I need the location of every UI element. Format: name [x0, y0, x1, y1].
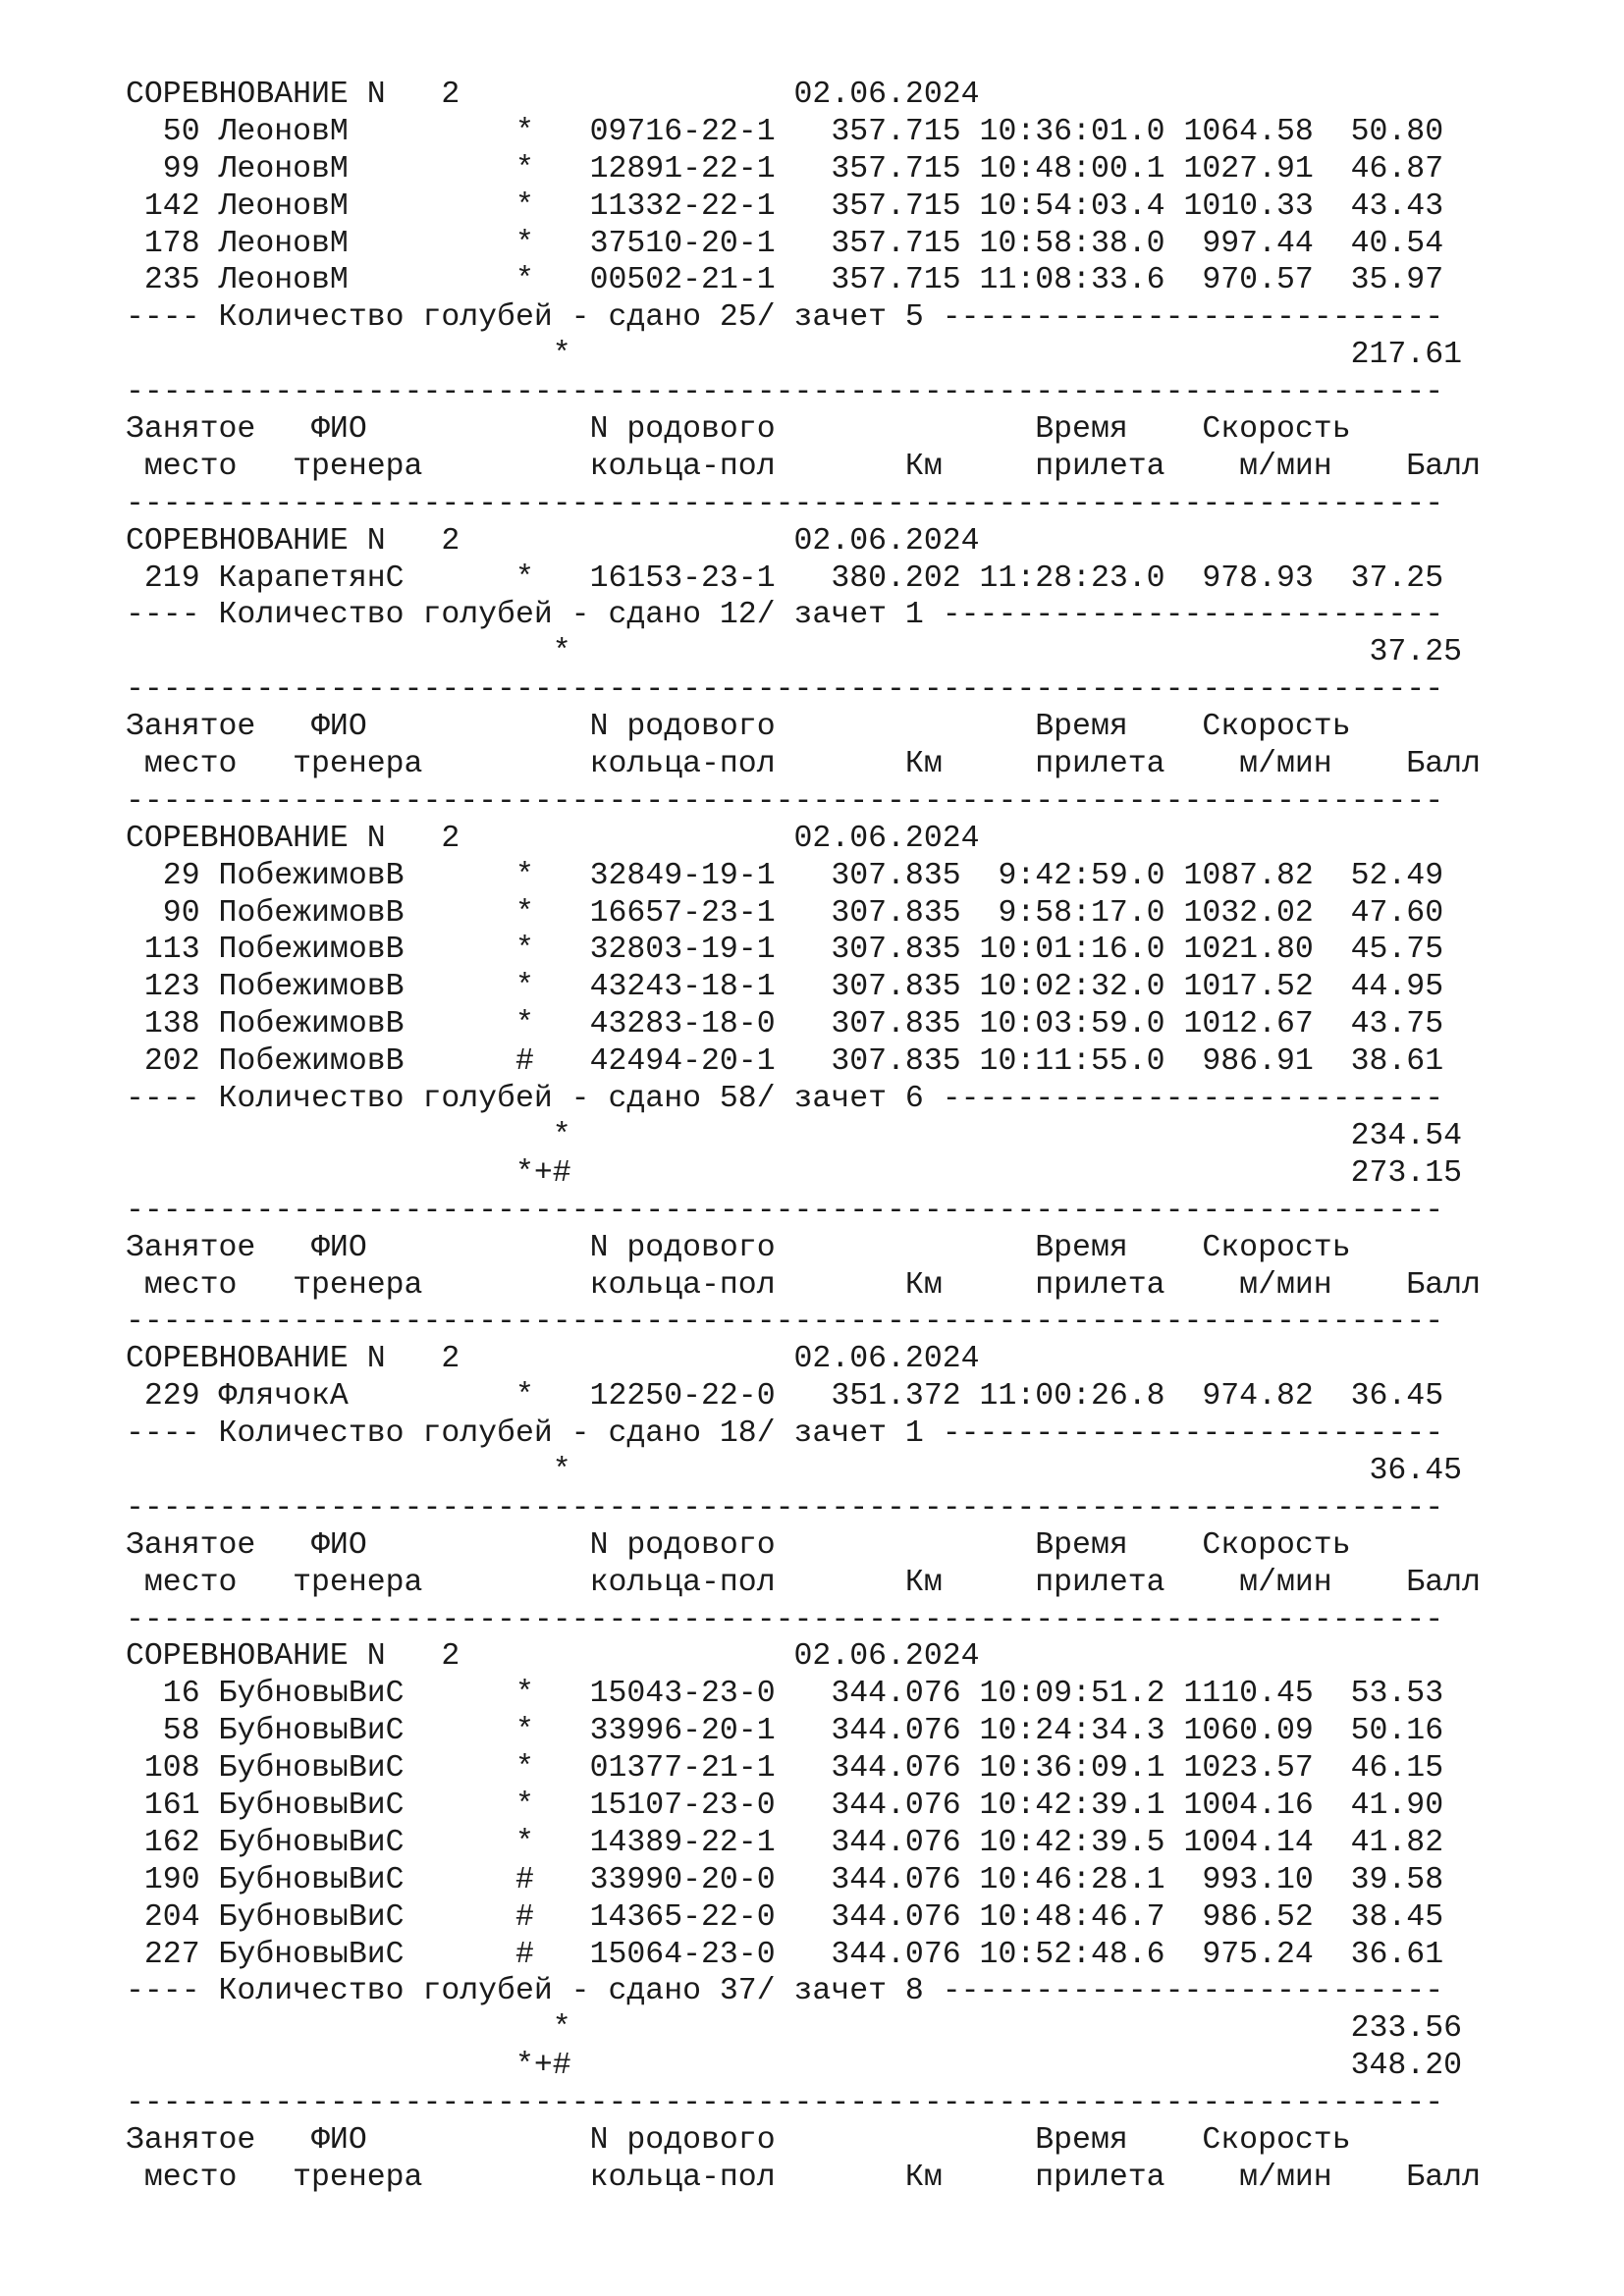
- total-line: * 217.61: [126, 338, 1463, 373]
- result-row: 235 ЛеоновМ * 00502-21-1 357.715 11:08:33.6 970.57 35.97: [126, 263, 1444, 298]
- result-row: 50 ЛеоновМ * 09716-22-1 357.715 10:36:01.0 1064.58 50.80: [126, 114, 1444, 149]
- report-line: СОРЕВНОВАНИЕ N 2 02.06.2024: [126, 523, 980, 559]
- summary-line: ---- Количество голубей - сдано 18/ зачет 1 ---------------------------: [126, 1416, 1444, 1452]
- result-row: 99 ЛеоновМ * 12891-22-1 357.715 10:48:00.1 1027.91 46.87: [126, 151, 1444, 187]
- column-header: Занятое ФИО N родового Время Скорость: [126, 412, 1351, 448]
- result-row: 138 ПобежимовВ * 43283-18-0 307.835 10:03:59.0 1012.67 43.75: [126, 1007, 1444, 1042]
- result-row: 142 ЛеоновМ * 11332-22-1 357.715 10:54:03.4 1010.33 43.43: [126, 188, 1444, 224]
- summary-line: ---- Количество голубей - сдано 25/ зачет 5 ---------------------------: [126, 300, 1444, 336]
- report-line: СОРЕВНОВАНИЕ N 2 02.06.2024: [126, 1639, 980, 1675]
- column-header: Занятое ФИО N родового Время Скорость: [126, 1230, 1351, 1265]
- result-row: 123 ПобежимовВ * 43243-18-1 307.835 10:02:32.0 1017.52 44.95: [126, 970, 1444, 1005]
- summary-line: ---- Количество голубей - сдано 37/ зачет 8 ---------------------------: [126, 1974, 1444, 2009]
- column-header: место тренера кольца-пол Км прилета м/мин Балл: [126, 2160, 1481, 2195]
- total-line: *+# 273.15: [126, 1155, 1463, 1191]
- result-row: 90 ПобежимовВ * 16657-23-1 307.835 9:58:17.0 1032.02 47.60: [126, 895, 1444, 931]
- result-row: 113 ПобежимовВ * 32803-19-1 307.835 10:01:16.0 1021.80 45.75: [126, 933, 1444, 968]
- result-row: 16 БубновыВиС * 15043-23-0 344.076 10:09:51.2 1110.45 53.53: [126, 1677, 1444, 1712]
- report-line: СОРЕВНОВАНИЕ N 2 02.06.2024: [126, 1342, 980, 1377]
- column-header: место тренера кольца-пол Км прилета м/мин Балл: [126, 1267, 1481, 1303]
- result-row: 204 БубновыВиС # 14365-22-0 344.076 10:48:46.7 986.52 38.45: [126, 1899, 1444, 1935]
- divider: -----------------------------------------------------------------------: [126, 1490, 1444, 1525]
- result-row: 219 КарапетянС * 16153-23-1 380.202 11:28:23.0 978.93 37.25: [126, 561, 1444, 596]
- result-row: 229 ФлячокА * 12250-22-0 351.372 11:00:26.8 974.82 36.45: [126, 1379, 1444, 1415]
- divider: -----------------------------------------------------------------------: [126, 1602, 1444, 1637]
- total-line: * 234.54: [126, 1118, 1463, 1153]
- column-header: Занятое ФИО N родового Время Скорость: [126, 2122, 1351, 2158]
- column-header: место тренера кольца-пол Км прилета м/мин Балл: [126, 449, 1481, 484]
- divider: -----------------------------------------------------------------------: [126, 1305, 1444, 1340]
- divider: -----------------------------------------------------------------------: [126, 783, 1444, 819]
- column-header: Занятое ФИО N родового Время Скорость: [126, 1527, 1351, 1563]
- column-header: место тренера кольца-пол Км прилета м/мин Балл: [126, 1565, 1481, 1600]
- total-line: *+# 348.20: [126, 2049, 1463, 2084]
- report-line: СОРЕВНОВАНИЕ N 2 02.06.2024: [126, 821, 980, 856]
- printout-page: [126, 77, 1559, 2197]
- divider: -----------------------------------------------------------------------: [126, 486, 1444, 521]
- result-row: 29 ПобежимовВ * 32849-19-1 307.835 9:42:59.0 1087.82 52.49: [126, 858, 1444, 893]
- column-header: Занятое ФИО N родового Время Скорость: [126, 710, 1351, 745]
- divider: -----------------------------------------------------------------------: [126, 375, 1444, 410]
- total-line: * 233.56: [126, 2011, 1463, 2047]
- result-row: 178 ЛеоновМ * 37510-20-1 357.715 10:58:38.0 997.44 40.54: [126, 226, 1444, 261]
- report-line: СОРЕВНОВАНИЕ N 2 02.06.2024: [126, 78, 980, 112]
- result-row: 202 ПобежимовВ # 42494-20-1 307.835 10:11:55.0 986.91 38.61: [126, 1044, 1444, 1080]
- result-row: 161 БубновыВиС * 15107-23-0 344.076 10:42:39.1 1004.16 41.90: [126, 1788, 1444, 1823]
- total-line: * 36.45: [126, 1453, 1463, 1488]
- divider: -----------------------------------------------------------------------: [126, 2086, 1444, 2121]
- result-row: 190 БубновыВиС # 33990-20-0 344.076 10:46:28.1 993.10 39.58: [126, 1862, 1444, 1897]
- result-row: 58 БубновыВиС * 33996-20-1 344.076 10:24:34.3 1060.09 50.16: [126, 1714, 1444, 1749]
- result-row: 108 БубновыВиС * 01377-21-1 344.076 10:36:09.1 1023.57 46.15: [126, 1751, 1444, 1787]
- result-row: 162 БубновыВиС * 14389-22-1 344.076 10:42:39.5 1004.14 41.82: [126, 1825, 1444, 1860]
- divider: -----------------------------------------------------------------------: [126, 1193, 1444, 1228]
- summary-line: ---- Количество голубей - сдано 12/ зачет 1 ---------------------------: [126, 598, 1444, 633]
- total-line: * 37.25: [126, 635, 1463, 670]
- summary-line: ---- Количество голубей - сдано 58/ зачет 6 ---------------------------: [126, 1082, 1444, 1117]
- result-row: 227 БубновыВиС # 15064-23-0 344.076 10:52:48.6 975.24 36.61: [126, 1937, 1444, 1972]
- column-header: место тренера кольца-пол Км прилета м/мин Балл: [126, 747, 1481, 782]
- divider: -----------------------------------------------------------------------: [126, 672, 1444, 708]
